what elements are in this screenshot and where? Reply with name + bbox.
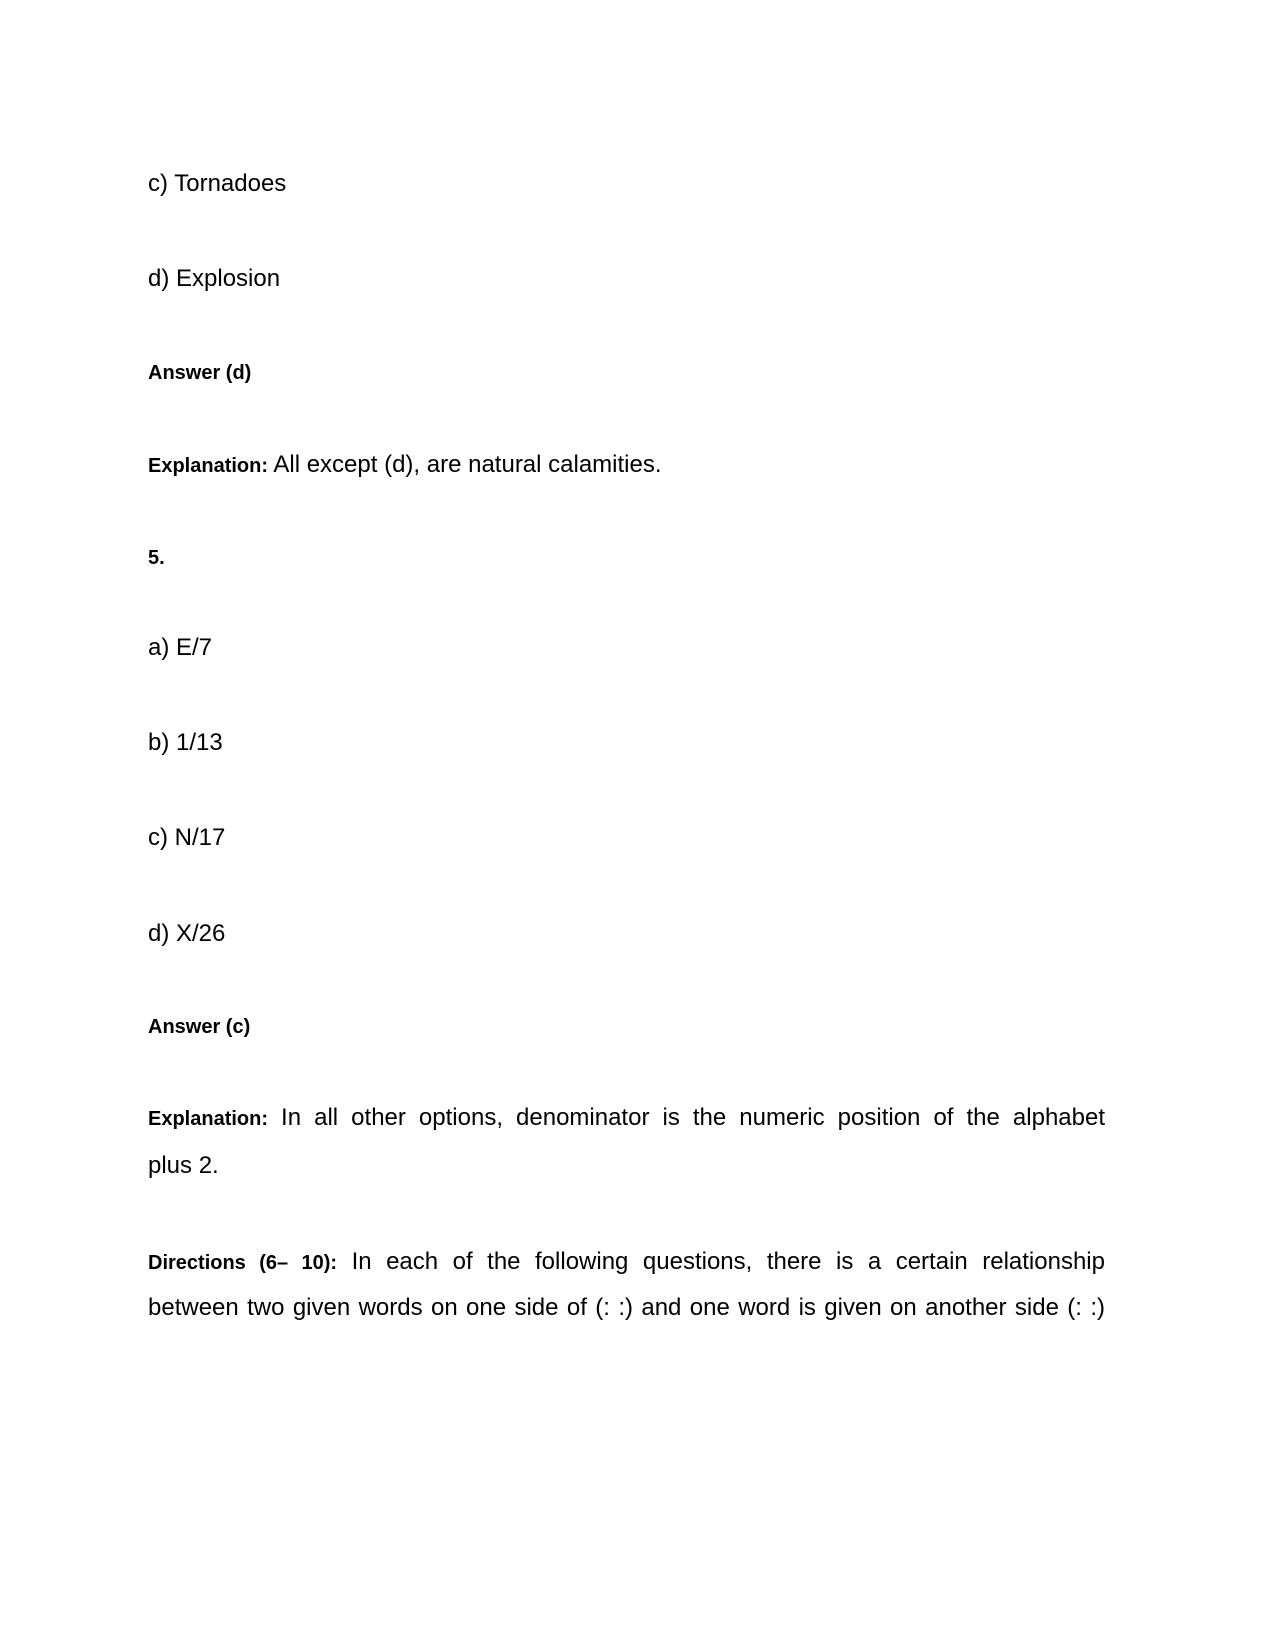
explanation-text: In all other options, denominator is the numeric position of the alphabet [268,1104,1105,1131]
directions-label: Directions (6– 10): [148,1252,338,1274]
explanation-label: Explanation: [148,455,269,477]
q4-answer: Answer (d) [148,362,252,384]
q5-answer: Answer (c) [148,1016,251,1038]
q5-explanation-line2: plus 2. [148,1152,219,1179]
q4-option-c: c) Tornadoes [148,170,287,197]
explanation-text: All except (d), are natural calamities. [268,451,662,478]
q5-option-b: b) 1/13 [148,729,223,756]
q5-option-a: a) E/7 [148,634,213,661]
directions-text: In each of the following questions, there is a certain relationship [337,1248,1105,1275]
q5-option-d: d) X/26 [148,920,226,947]
q4-explanation [148,450,662,481]
q4-option-d: d) Explosion [148,265,281,292]
q5-number: 5. [148,547,165,569]
explanation-label: Explanation: [148,1108,269,1130]
directions-line2: between two given words on one side of (: :) and one word is given on another side (: :) [148,1294,1105,1321]
q5-option-c: c) N/17 [148,824,226,851]
directions-line1 [148,1247,1105,1278]
q5-explanation-line1 [148,1103,1105,1134]
